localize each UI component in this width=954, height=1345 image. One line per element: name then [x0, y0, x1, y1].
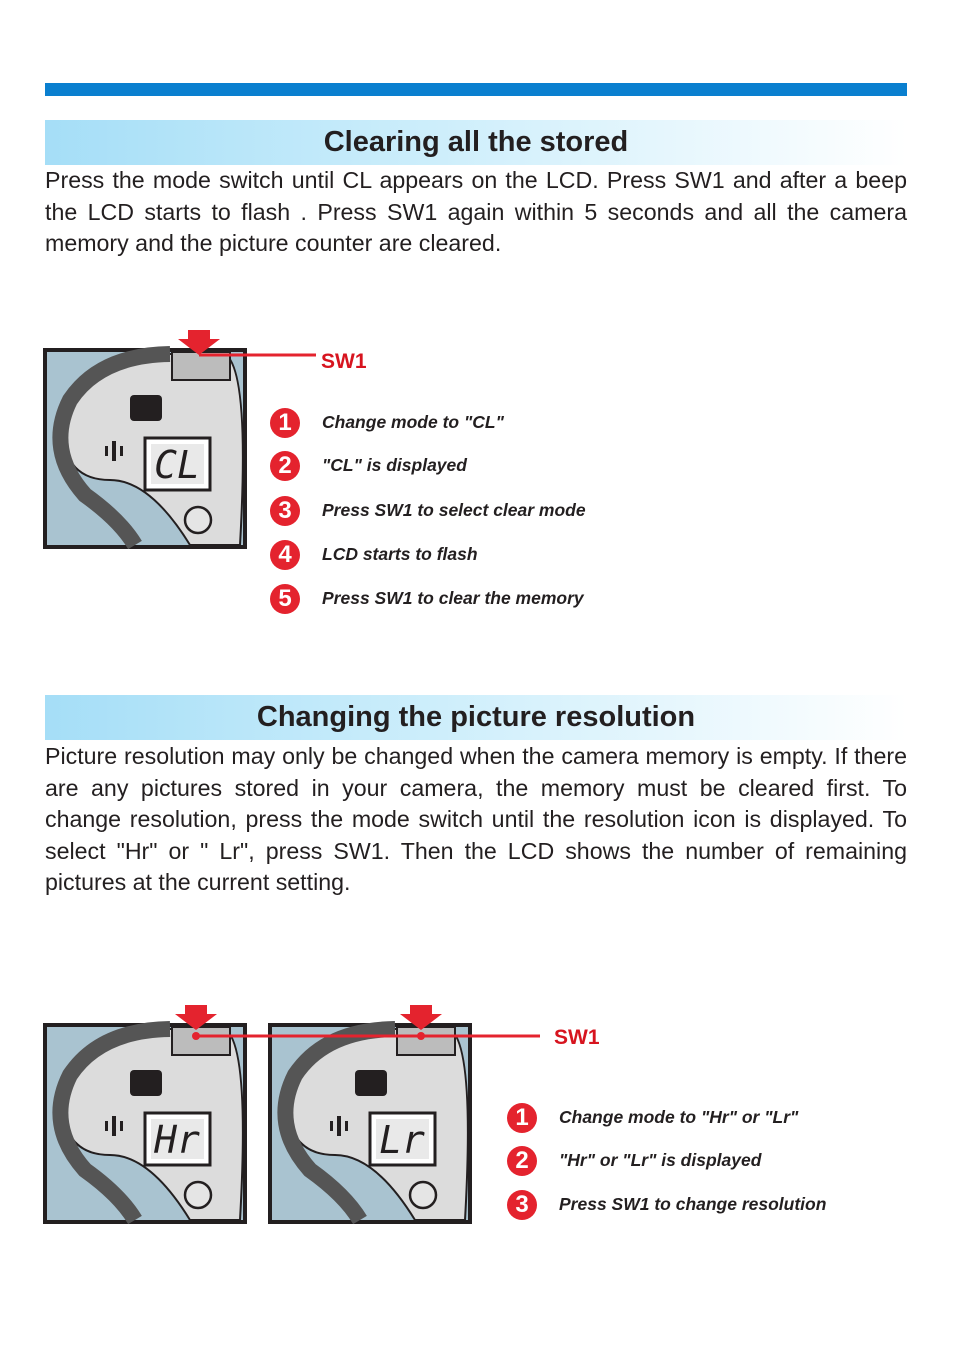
- step-text: "CL" is displayed: [322, 455, 467, 475]
- shutter-button[interactable]: [185, 507, 211, 533]
- lcd-display-text: Lr: [379, 1118, 425, 1162]
- step-number-badge: 2: [507, 1146, 537, 1176]
- step-number-badge: 1: [270, 408, 300, 438]
- step-text: LCD starts to flash: [322, 544, 478, 564]
- sw1-button[interactable]: [397, 1027, 455, 1055]
- step-text: Press SW1 to clear the memory: [322, 588, 584, 608]
- step-text: Press SW1 to select clear mode: [322, 500, 586, 520]
- top-rule: [45, 83, 907, 96]
- leader-dot: [192, 1032, 200, 1040]
- step-number-badge: 3: [270, 496, 300, 526]
- clearing-paragraph: Press the mode switch until CL appears on the LCD. Press SW1 and after a beep the LCD starts to flash . Press SW1 again within 5 seconds and all the camera memory and the picture counter are cleared.: [45, 167, 907, 256]
- shutter-button[interactable]: [185, 1182, 211, 1208]
- step-text: Press SW1 to change resolution: [559, 1194, 827, 1214]
- section-title-resolution: Changing the picture resolution: [45, 695, 907, 740]
- sw1-button[interactable]: [172, 1027, 230, 1055]
- step-text: Change mode to "CL": [322, 412, 504, 432]
- step-number-badge: 5: [270, 584, 300, 614]
- sw1-label: SW1: [554, 1026, 600, 1049]
- leader-dot: [417, 1032, 425, 1040]
- step-number-badge: 1: [507, 1103, 537, 1133]
- viewfinder-icon: [130, 395, 162, 421]
- camera-diagram-resolution: [40, 1005, 480, 1230]
- shutter-button[interactable]: [410, 1182, 436, 1208]
- step-text: Change mode to "Hr" or "Lr": [559, 1107, 799, 1127]
- viewfinder-icon: [355, 1070, 387, 1096]
- lcd-display-text: CL: [154, 443, 200, 487]
- step-number-badge: 3: [507, 1190, 537, 1220]
- lcd-display-text: Hr: [154, 1118, 200, 1162]
- section-title-clearing: Clearing all the stored: [45, 120, 907, 165]
- sw1-label: SW1: [321, 350, 367, 373]
- step-number-badge: 2: [270, 451, 300, 481]
- resolution-paragraph: Picture resolution may only be changed when the camera memory is empty. If there are any pictures stored in your camera, the memory must be cleared first. To change resolution, press the mode switch until the resolution icon is displayed. To select "Hr" or " Lr", press SW1. Then the LCD shows the number of remaining pictures at the current setting.: [45, 743, 907, 895]
- viewfinder-icon: [130, 1070, 162, 1096]
- step-text: "Hr" or "Lr" is displayed: [559, 1150, 762, 1170]
- step-number-badge: 4: [270, 540, 300, 570]
